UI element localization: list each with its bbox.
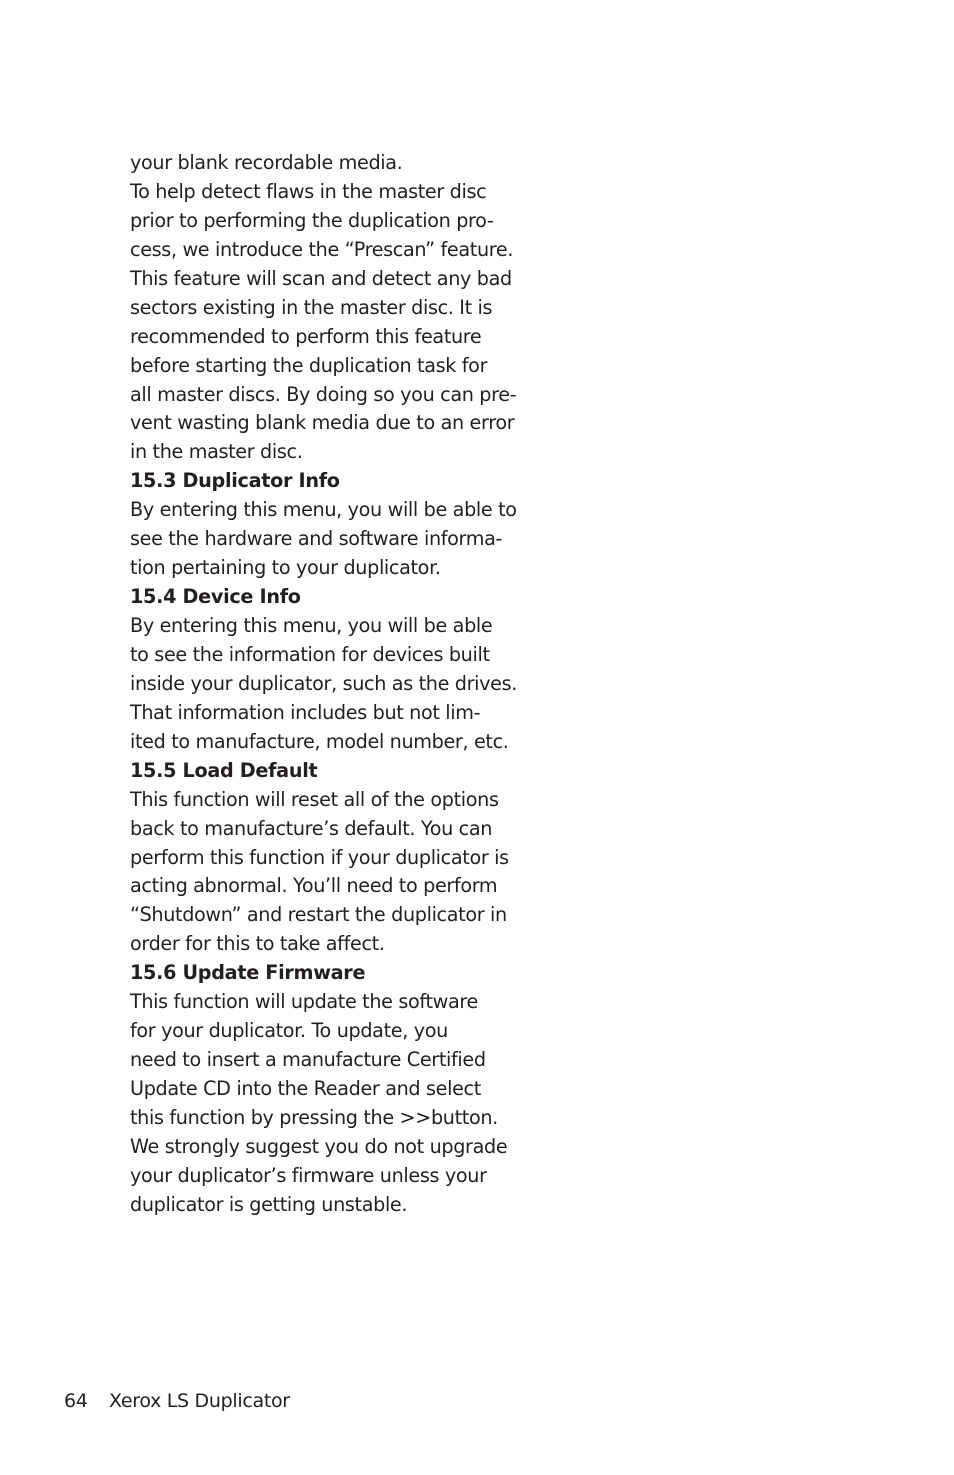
- section-load-default: [130, 757, 510, 960]
- text-line: need to insert a manufacture Certified: [130, 1048, 486, 1072]
- text-line: order for this to take affect.: [130, 932, 385, 956]
- text-line: cess, we introduce the “Prescan” feature.: [130, 237, 514, 261]
- text-line: perform this function if your duplicator is: [130, 845, 509, 869]
- text-line: That information includes but not lim-: [130, 700, 481, 724]
- main-text-column: [130, 149, 517, 1220]
- section-device-info: [130, 583, 517, 757]
- text-line: prior to performing the duplication pro-: [130, 208, 494, 232]
- text-line: back to manufacture’s default. You can: [130, 816, 493, 840]
- text-line: vent wasting blank media due to an error: [130, 411, 515, 435]
- document-title: Xerox LS Duplicator: [109, 1390, 290, 1412]
- section-heading: 15.6 Update Firmware: [130, 961, 366, 985]
- text-line: sectors existing in the master disc. It is: [130, 295, 493, 319]
- text-line: “Shutdown” and restart the duplicator in: [130, 903, 507, 927]
- text-line: in the master disc.: [130, 440, 303, 464]
- text-line: This function will reset all of the options: [130, 787, 499, 811]
- text-line: all master discs. By doing so you can pre-: [130, 382, 517, 406]
- text-line: ited to manufacture, model number, etc.: [130, 729, 509, 753]
- text-line: for your duplicator. To update, you: [130, 1019, 448, 1043]
- text-line: before starting the duplication task for: [130, 353, 488, 377]
- text-line: This feature will scan and detect any bad: [130, 266, 512, 290]
- text-line: Update CD into the Reader and select: [130, 1077, 481, 1100]
- text-line: We strongly suggest you do not upgrade: [130, 1134, 508, 1158]
- text-line: By entering this menu, you will be able: [130, 614, 493, 637]
- text-line: duplicator is getting unstable.: [130, 1192, 408, 1216]
- page-number: 64: [64, 1390, 88, 1412]
- text-line: recommended to perform this feature: [130, 324, 482, 348]
- section-heading: 15.3 Duplicator Info: [130, 469, 340, 493]
- section-duplicator-info: [130, 467, 517, 583]
- section-heading: 15.4 Device Info: [130, 585, 301, 609]
- text-line: to see the information for devices built: [130, 642, 490, 666]
- text-line: acting abnormal. You’ll need to perform: [130, 874, 498, 898]
- text-line: This function will update the software: [130, 990, 478, 1014]
- text-line: inside your duplicator, such as the drives.: [130, 671, 517, 695]
- text-line: By entering this menu, you will be able to: [130, 498, 517, 522]
- text-line: your blank recordable media.: [130, 151, 403, 174]
- text-line: this function by pressing the >>button.: [130, 1105, 498, 1129]
- text-line: see the hardware and software informa-: [130, 527, 503, 551]
- text-line: To help detect flaws in the master disc: [130, 179, 487, 203]
- text-line: your duplicator’s firmware unless your: [130, 1163, 487, 1187]
- section-update-firmware: [130, 959, 510, 1219]
- page-footer: [64, 1386, 290, 1416]
- intro-paragraph: [130, 149, 517, 467]
- section-heading: 15.5 Load Default: [130, 758, 318, 782]
- text-line: tion pertaining to your duplicator.: [130, 556, 441, 580]
